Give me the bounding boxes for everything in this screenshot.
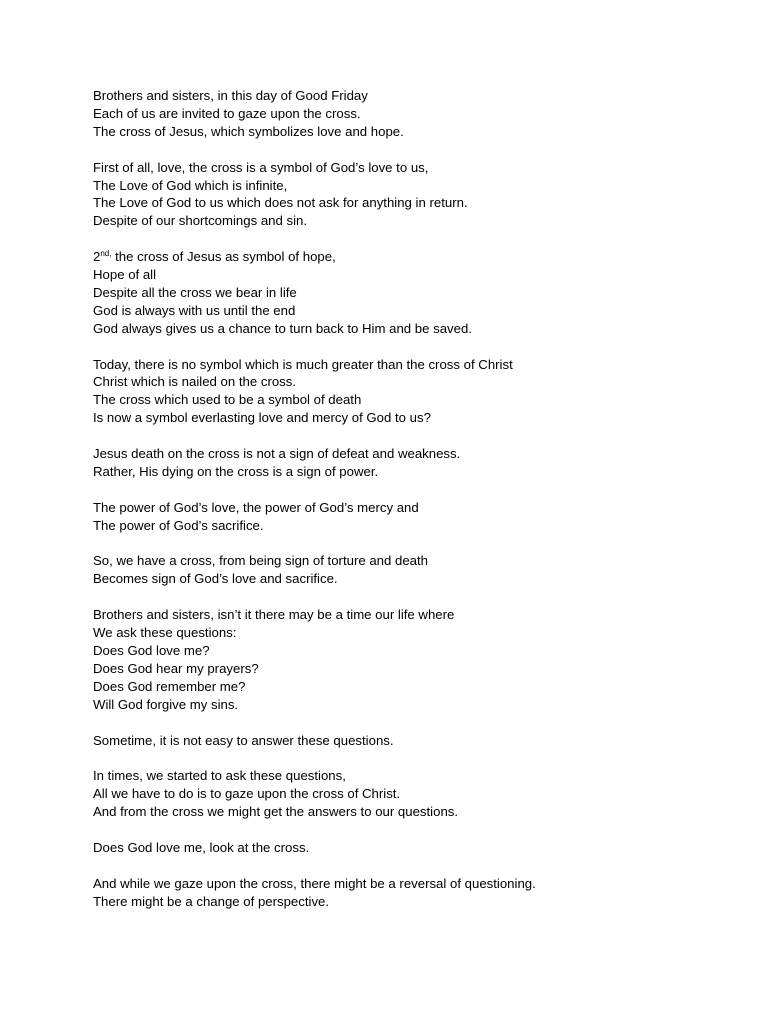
paragraph-look [93,839,733,857]
text-line: The cross which used to be a symbol of death [93,392,362,408]
paragraph-sign [93,552,733,588]
text-line: The Love of God to us which does not ask for anything in return. [93,195,468,211]
text-line: Does God hear my prayers? [93,660,259,676]
paragraph-not-easy [93,732,733,750]
text-line: Despite of our shortcomings and sin. [93,213,308,229]
text-line: The power of God’s love, the power of God’s mercy and [93,499,419,515]
text-line: All we have to do is to gaze upon the cross of Christ. [93,786,401,802]
text-line: So, we have a cross, from being sign of torture and death [93,553,429,569]
text-line: The cross of Jesus, which symbolizes love and hope. [93,123,404,139]
text-line: Does God love me? [93,642,210,658]
paragraph-symbol [93,356,733,428]
ordinal-number: 2 [93,249,101,265]
paragraph-questions [93,606,733,713]
paragraph-perspective [93,875,733,911]
paragraph-greeting [93,87,733,141]
text-line: And while we gaze upon the cross, there might be a reversal of questioning. [93,875,536,891]
ordinal-suffix: nd, [100,249,112,259]
paragraph-power [93,499,733,535]
paragraph-hope [93,248,733,338]
text-line: Jesus death on the cross is not a sign of defeat and weakness. [93,446,461,462]
text-line: Rather, His dying on the cross is a sign of power. [93,463,379,479]
text-line: Hope of all [93,267,157,283]
document-body [93,87,733,928]
text-line: Sometime, it is not easy to answer these questions. [93,732,394,748]
text-line: Christ which is nailed on the cross. [93,374,297,390]
text-line: The Love of God which is infinite, [93,177,288,193]
text-line: And from the cross we might get the answers to our questions. [93,804,459,820]
text-line: Will God forgive my sins. [93,696,239,712]
ordinal-line-text: the cross of Jesus as symbol of hope, [111,249,336,265]
text-line: Does God love me, look at the cross. [93,839,310,855]
text-line: We ask these questions: [93,625,237,641]
text-line: Today, there is no symbol which is much greater than the cross of Christ [93,356,513,372]
text-line: Is now a symbol everlasting love and mercy of God to us? [93,410,431,426]
text-line: In times, we started to ask these questions, [93,768,346,784]
text-line: First of all, love, the cross is a symbol of God’s love to us, [93,159,429,175]
text-line: The power of God’s sacrifice. [93,517,264,533]
text-line: There might be a change of perspective. [93,893,330,909]
text-line: God always gives us a chance to turn back to Him and be saved. [93,320,472,336]
text-line: Does God remember me? [93,678,246,694]
text-line: Despite all the cross we bear in life [93,284,297,300]
text-line: Brothers and sisters, isn’t it there may be a time our life where [93,607,455,623]
text-line-ordinal [93,248,733,266]
text-line: Each of us are invited to gaze upon the cross. [93,105,361,121]
text-line: Becomes sign of God’s love and sacrifice. [93,571,338,587]
paragraph-death [93,445,733,481]
paragraph-love [93,159,733,231]
text-line: God is always with us until the end [93,302,296,318]
paragraph-gaze [93,767,733,821]
text-line: Brothers and sisters, in this day of Good Friday [93,88,368,103]
